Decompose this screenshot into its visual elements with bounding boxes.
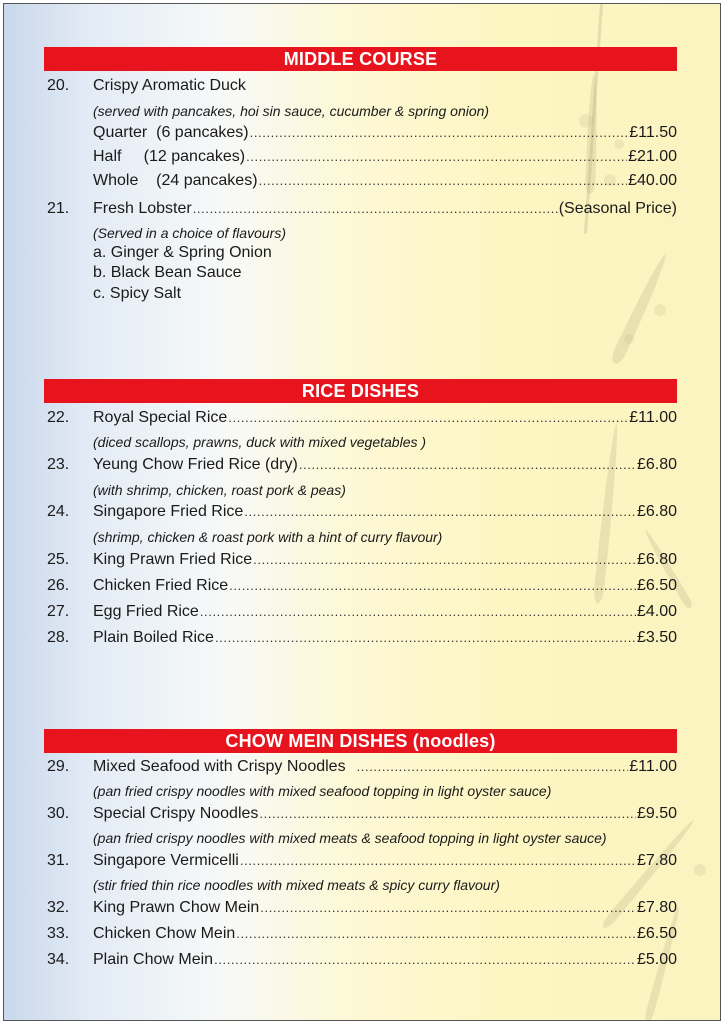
- section-header-chow-mein: CHOW MEIN DISHES (noodles): [44, 729, 677, 753]
- menu-item-22: [44, 407, 677, 429]
- menu-item-28: [44, 627, 677, 649]
- leader-dots: [214, 949, 636, 971]
- option-label: Whole (24 pancakes): [93, 172, 258, 189]
- item-description: (with shrimp, chicken, roast pork & peas): [93, 482, 346, 498]
- menu-item-34: [44, 949, 677, 971]
- menu-item-option-quarter: [44, 122, 677, 144]
- item-price: £11.00: [629, 409, 677, 426]
- leader-dots: [260, 897, 636, 919]
- item-number: 20.: [47, 77, 70, 94]
- item-name: Singapore Fried Rice: [93, 503, 244, 520]
- item-description: (pan fried crispy noodles with mixed seafood topping in light oyster sauce): [93, 783, 552, 799]
- item-number: 22.: [47, 409, 70, 426]
- item-price: £7.80: [636, 899, 677, 916]
- menu-item-26: [44, 575, 677, 597]
- item-price: £7.80: [636, 852, 677, 869]
- flavour-option: b. Black Bean Sauce: [93, 264, 242, 281]
- leader-dots: [253, 549, 636, 571]
- menu-item-option-half: [44, 146, 677, 168]
- menu-item-24: [44, 501, 677, 523]
- menu-item-27: [44, 601, 677, 623]
- section-header-rice-dishes: RICE DISHES: [44, 379, 677, 403]
- menu-item-31: [44, 850, 677, 872]
- menu-item-30: [44, 803, 677, 825]
- item-number: 28.: [47, 629, 70, 646]
- leader-dots: [244, 501, 636, 523]
- item-number: 30.: [47, 805, 70, 822]
- leader-dots: [259, 170, 628, 192]
- item-number: 34.: [47, 951, 70, 968]
- item-number: 24.: [47, 503, 70, 520]
- item-name: Singapore Vermicelli: [93, 852, 239, 869]
- item-number: 26.: [47, 577, 70, 594]
- item-number: 27.: [47, 603, 70, 620]
- item-name: King Prawn Chow Mein: [93, 899, 260, 916]
- item-price: £4.00: [636, 603, 677, 620]
- leader-dots: [229, 575, 636, 597]
- leader-dots: [246, 146, 627, 168]
- leader-dots: [236, 923, 636, 945]
- menu-item-33: [44, 923, 677, 945]
- leader-dots: [193, 198, 558, 220]
- item-price: £6.80: [636, 551, 677, 568]
- item-description: (served with pancakes, hoi sin sauce, cucumber & spring onion): [93, 103, 490, 119]
- item-name: Royal Special Rice: [93, 409, 228, 426]
- option-label: Quarter (6 pancakes): [93, 124, 249, 141]
- menu-item-option-whole: [44, 170, 677, 192]
- leader-dots: [250, 122, 629, 144]
- item-name: Mixed Seafood with Crispy Noodles: [93, 758, 346, 775]
- item-number: 32.: [47, 899, 70, 916]
- item-description: (Served in a choice of flavours): [93, 225, 286, 241]
- item-name: Special Crispy Noodles: [93, 805, 259, 822]
- menu-page: [3, 3, 721, 1021]
- item-price: £11.50: [629, 124, 677, 141]
- item-number: 31.: [47, 852, 70, 869]
- item-name: Chicken Fried Rice: [93, 577, 229, 594]
- item-description: (pan fried crispy noodles with mixed meats & seafood topping in light oyster sauce): [93, 830, 607, 846]
- item-number: 33.: [47, 925, 70, 942]
- leader-dots: [299, 454, 636, 476]
- item-description: (diced scallops, prawns, duck with mixed vegetables ): [93, 434, 427, 450]
- item-price: £40.00: [628, 172, 677, 189]
- leader-dots: [228, 407, 628, 429]
- item-name: Yeung Chow Fried Rice (dry): [93, 456, 298, 473]
- item-price: £21.00: [628, 148, 677, 165]
- item-price: £3.50: [636, 629, 677, 646]
- item-number: 21.: [47, 200, 70, 217]
- leader-dots: [215, 627, 636, 649]
- decorative-dot: [654, 304, 666, 316]
- item-name: Crispy Aromatic Duck: [93, 77, 246, 94]
- item-number: 29.: [47, 758, 70, 775]
- item-price: £11.00: [629, 758, 677, 775]
- menu-item-21: [44, 198, 677, 220]
- item-price: £9.50: [636, 805, 677, 822]
- item-price: £6.50: [636, 577, 677, 594]
- leader-dots: [200, 601, 636, 623]
- item-price: £6.80: [636, 456, 677, 473]
- item-name: Plain Boiled Rice: [93, 629, 214, 646]
- item-name: Plain Chow Mein: [93, 951, 214, 968]
- item-description: (shrimp, chicken & roast pork with a hint of curry flavour): [93, 529, 443, 545]
- bamboo-leaf-decoration: [609, 252, 671, 366]
- flavour-option: c. Spicy Salt: [93, 285, 182, 302]
- item-price: £6.50: [636, 925, 677, 942]
- leader-dots: [240, 850, 636, 872]
- item-number: 23.: [47, 456, 70, 473]
- item-name: Fresh Lobster: [93, 200, 192, 217]
- item-price: £5.00: [636, 951, 677, 968]
- leader-dots: [259, 803, 636, 825]
- item-name: Chicken Chow Mein: [93, 925, 236, 942]
- option-label: Half (12 pancakes): [93, 148, 246, 165]
- leader-dots: [357, 756, 629, 778]
- menu-item-20: [44, 75, 677, 97]
- menu-item-25: [44, 549, 677, 571]
- decorative-dot: [624, 334, 634, 344]
- menu-item-32: [44, 897, 677, 919]
- decorative-dot: [694, 864, 706, 876]
- item-description: (stir fried thin rice noodles with mixed meats & spicy curry flavour): [93, 877, 500, 893]
- menu-item-29: [44, 756, 677, 778]
- flavour-option: a. Ginger & Spring Onion: [93, 244, 272, 261]
- section-header-middle-course: MIDDLE COURSE: [44, 47, 677, 71]
- item-name: Egg Fried Rice: [93, 603, 199, 620]
- item-price: £6.80: [636, 503, 677, 520]
- menu-item-23: [44, 454, 677, 476]
- item-price: (Seasonal Price): [558, 200, 677, 217]
- item-name: King Prawn Fried Rice: [93, 551, 253, 568]
- item-number: 25.: [47, 551, 70, 568]
